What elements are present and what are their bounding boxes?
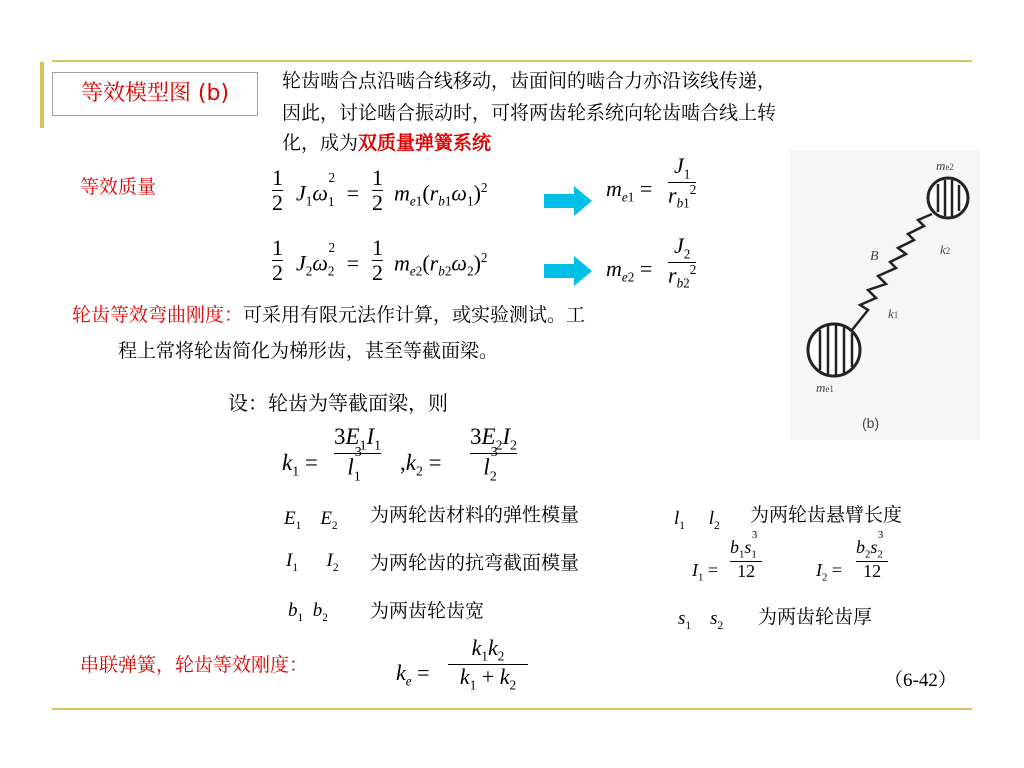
me2-lhs: $m_{e2}$ =: [606, 256, 653, 285]
k2-frac: $3E_2I_2$ $l_2^3$: [470, 424, 518, 484]
stiffness-line-2: 程上常将轮齿简化为梯形齿，甚至等截面梁。: [118, 340, 499, 362]
I1-lhs: $I_1$ =: [692, 560, 719, 584]
b-definition: 为两齿轮齿宽: [370, 600, 485, 622]
assumption-text: 设：轮齿为等截面梁，则: [228, 391, 448, 415]
slide-title: 等效模型图 (b): [52, 72, 258, 116]
eq2-lhs: $J_2\omega_2^2$ =: [296, 240, 360, 279]
spring-mass-diagram: [790, 150, 980, 440]
I2-frac: $b_2s_2^3$ 12: [856, 538, 888, 582]
intro-line-2: 因此，讨论啮合振动时，可将两齿轮系统向轮齿啮合线上转: [282, 102, 777, 124]
l-definition: 为两轮齿悬臂长度: [750, 504, 903, 526]
l-symbols: $l_1$ $l_2$: [674, 508, 720, 532]
s-definition: 为两齿轮齿厚: [758, 606, 873, 628]
I-definition: 为两轮齿的抗弯截面模量: [370, 552, 580, 574]
me2-frac: $J_2$ $r_{b2}^2$: [668, 233, 697, 291]
E-definition: 为两轮齿材料的弹性模量: [370, 504, 580, 526]
E-symbols: $E_1$ $E_2$: [284, 508, 338, 532]
mass-e2-icon: [928, 178, 968, 218]
eq2-rhs: $m_{e2}(r_{b2}\omega_2)^2$: [394, 250, 488, 279]
stiffness-line-1: [72, 302, 585, 328]
label-B: B: [870, 249, 879, 264]
top-rule: [52, 60, 972, 62]
mass-e1-icon: [808, 324, 860, 376]
I2-lhs: $I_2$ =: [816, 560, 843, 584]
eq2-half-left: 1 2: [272, 235, 283, 286]
label-me1: me1: [816, 380, 834, 395]
label-k1: k1: [888, 306, 899, 321]
label-k2: k2: [940, 242, 951, 257]
label-me2: me2: [936, 158, 954, 173]
I1-frac: $b_1s_1^3$ 12: [730, 538, 762, 582]
me1-lhs: $m_{e1}$ =: [606, 176, 653, 205]
eq2-half-right: 1 2: [372, 235, 383, 286]
k2-lhs: $,k_2$ =: [400, 450, 442, 479]
diagram-caption: (b): [862, 415, 880, 431]
s-symbols: $s_1$ $s_2$: [678, 608, 724, 632]
ke-frac: $k_1k_2$ $k_1 + k_2$: [448, 636, 528, 693]
eq1-half-left: 1 2: [272, 165, 283, 216]
intro-line-3-prefix: 化，成为: [282, 132, 359, 154]
arrow-right-icon: [544, 186, 592, 216]
intro-line-3: [282, 130, 491, 156]
stiffness-label: 轮齿等效弯曲刚度：: [72, 304, 244, 326]
b-symbols: $b_1$ $b_2$: [288, 600, 328, 624]
bottom-rule: [52, 708, 972, 710]
equiv-mass-label: 等效质量: [80, 176, 157, 198]
I-symbols: $I_1$ $I_2$: [286, 550, 339, 574]
eq1-rhs: $m_{e1}(r_{b1}\omega_1)^2$: [394, 180, 488, 209]
arrow-right-icon: [544, 256, 592, 286]
eq1-half-right: 1 2: [372, 165, 383, 216]
stiffness-text-1: 可采用有限元法作计算，或实验测试。工: [243, 304, 586, 326]
k1-frac: $3E_1I_1$ $l_1^3$: [334, 424, 382, 484]
eq1-lhs: $J_1\omega_1^2$ =: [296, 170, 360, 209]
series-label: 串联弹簧，轮齿等效刚度：: [80, 654, 309, 676]
k1-lhs: $k_1$ =: [282, 450, 318, 479]
ke-lhs: $k_e$ =: [396, 660, 430, 689]
me1-frac: $J_1$ $r_{b1}^2$: [668, 153, 697, 211]
left-accent-bar: [40, 62, 44, 128]
intro-highlight: 双质量弹簧系统: [358, 132, 492, 154]
equation-number: （6-42）: [884, 670, 957, 691]
intro-line-1: 轮齿啮合点沿啮合线移动，齿面间的啮合力亦沿该线传递，: [282, 70, 777, 92]
